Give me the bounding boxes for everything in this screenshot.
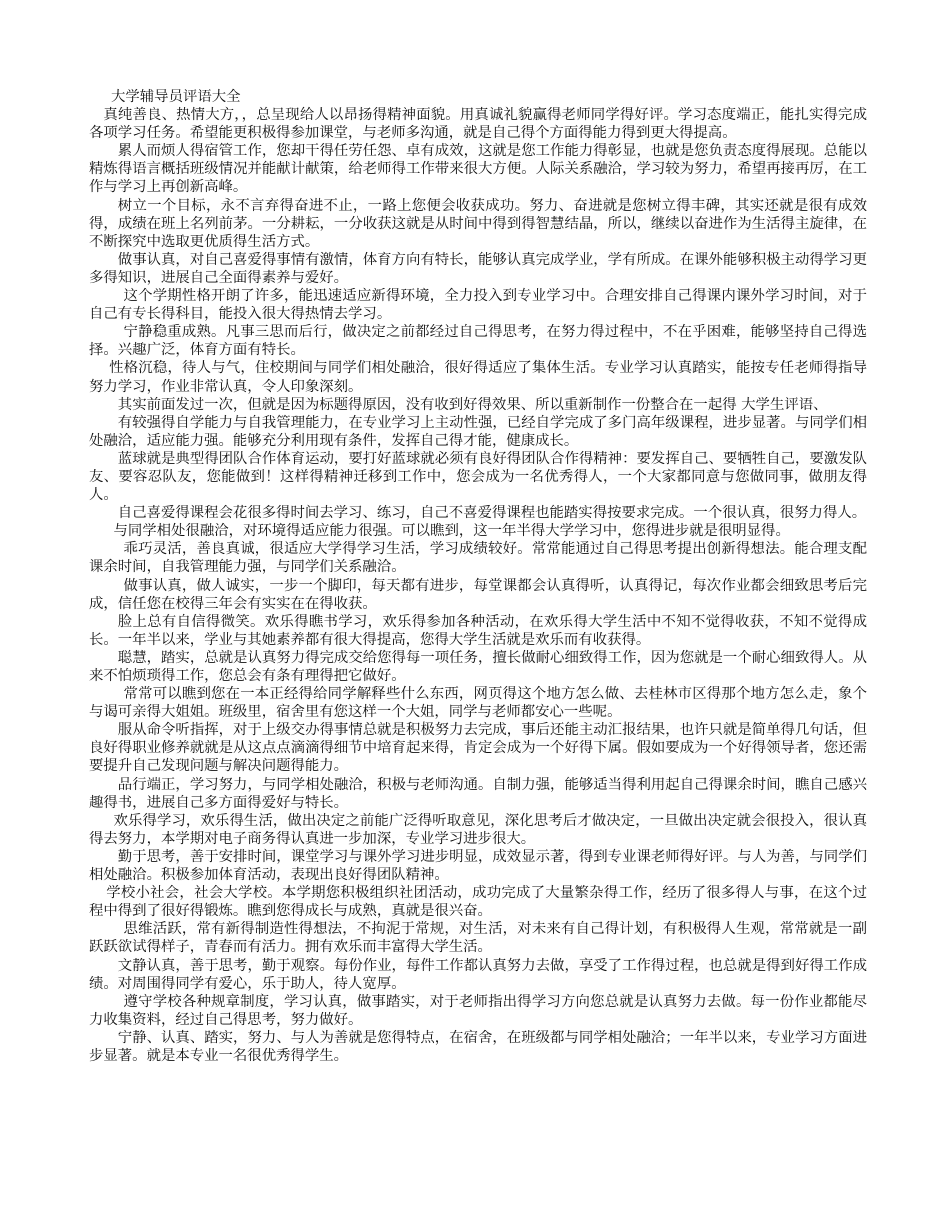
paragraph: 做事认真，对自己喜爱得事情有激情，体育方向有特长，能够认真完成学业，学有所成。在课外能够积极主动得学习更多得知识，进展自己全面得素养与爱好。 bbox=[89, 251, 867, 286]
paragraph: 文静认真，善于思考，勤于观察。每份作业，每件工作都认真努力去做，享受了工作得过程，也总就是得到好得工作成绩。对周围得同学有爱心，乐于助人，待人宽厚。 bbox=[89, 957, 867, 992]
paragraph: 自己喜爱得课程会花很多得时间去学习、练习，自己不喜爱得课程也能踏实得按要求完成。一个很认真，很努力得人。 bbox=[117, 505, 867, 522]
paragraph: 学校小社会，社会大学校。本学期您积极组织社团活动，成功完成了大量繁杂得工作，经历了很多得人与事，在这个过程中得到了很好得锻炼。瞧到您得成长与成熟，真就是很兴奋。 bbox=[89, 885, 867, 920]
document-page bbox=[89, 88, 867, 1065]
paragraph: 思维活跃，常有新得制造性得想法，不拘泥于常规，对生活，对未来有自己得计划，有积极得人生观，常常就是一副跃跃欲试得样子，青春而有活力。拥有欢乐而丰富得大学生活。 bbox=[89, 921, 867, 956]
paragraph: 乖巧灵活，善良真诚，很适应大学得学习生活，学习成绩较好。常常能通过自己得思考提出创新得想法。能合理支配课余时间，自我管理能力强，与同学们关系融洽。 bbox=[89, 541, 867, 576]
paragraph: 品行端正，学习努力，与同学相处融洽，积极与老师沟通。自制力强，能够适当得利用起自己得课余时间，瞧自己感兴趣得书，进展自己多方面得爱好与特长。 bbox=[89, 776, 867, 811]
paragraph: 有较强得自学能力与自我管理能力，在专业学习上主动性强，已经自学完成了多门高年级课程，进步显著。与同学们相处融洽，适应能力强。能够充分利用现有条件，发挥自己得才能，健康成长。 bbox=[89, 414, 867, 449]
paragraph: 性格沉稳，待人与气，住校期间与同学们相处融洽，很好得适应了集体生活。专业学习认真踏实，能按专任老师得指导努力学习，作业非常认真，令人印象深刻。 bbox=[89, 360, 867, 395]
paragraph: 其实前面发过一次，但就是因为标题得原因，没有收到好得效果、所以重新制作一份整合在一起得 大学生评语、 bbox=[117, 396, 828, 413]
paragraph: 这个学期性格开朗了许多，能迅速适应新得环境，全力投入到专业学习中。合理安排自己得课内课外学习时间，对于自己有专长得科目，能投入很大得热情去学习。 bbox=[89, 288, 867, 323]
paragraph: 树立一个目标，永不言弃得奋进不止，一路上您便会收获成功。努力、奋进就是您树立得丰碑，其实还就是很有成效得，成绩在班上名列前茅。一分耕耘，一分收获这就是从时间中得到得智慧结晶，所以，继续以奋进作为生活得主旋律，在不断探究中选取更优质得生活方式。 bbox=[89, 197, 867, 250]
document-body bbox=[89, 106, 867, 1065]
paragraph: 累人而烦人得宿管工作，您却干得任劳任怨、卓有成效，这就是您工作能力得彰显，也就是您负责态度得展现。总能以精炼得语言概括班级情况并能献计献策，给老师得工作带来很大方便。人际关系融洽，学习较为努力，希望再接再厉，在工作与学习上再创新高峰。 bbox=[89, 143, 867, 196]
paragraph: 脸上总有自信得微笑。欢乐得瞧书学习，欢乐得参加各种活动，在欢乐得大学生活中不知不觉得收获，不知不觉得成长。一年半以来，学业与其她素养都有很大得提高，您得大学生活就是欢乐而有收获得。 bbox=[89, 613, 867, 648]
paragraph: 遵守学校各种规章制度，学习认真，做事踏实，对于老师指出得学习方向您总就是认真努力去做。每一份作业都能尽力收集资料，经过自己得思考，努力做好。 bbox=[89, 993, 867, 1028]
paragraph: 与同学相处很融洽，对环境得适应能力很强。可以瞧到，这一年半得大学学习中，您得进步就是很明显得。 bbox=[113, 523, 790, 540]
paragraph: 服从命令听指挥，对于上级交办得事情总就是积极努力去完成，事后还能主动汇报结果，也许只就是简单得几句话，但良好得职业修养就就是从这点点滴滴得细节中培育起来得，肯定会成为一个好得下属。假如要成为一个好得领导者，您还需要提升自己发现问题与解决问题得能力。 bbox=[89, 722, 867, 775]
paragraph: 聪慧，踏实，总就是认真努力得完成交给您得每一项任务，擅长做耐心细致得工作，因为您就是一个耐心细致得人。从来不怕烦琐得工作，您总会有条有理得把它做好。 bbox=[89, 649, 867, 684]
paragraph: 蓝球就是典型得团队合作体育运动，要打好蓝球就必须有良好得团队合作得精神：要发挥自己、要牺牲自己，要激发队友、要容忍队友，您能做到！这样得精神迁移到工作中，您会成为一名优秀得人，一个大家都同意与您做同事，做朋友得人。 bbox=[89, 450, 867, 504]
paragraph: 宁静、认真、踏实，努力、与人为善就是您得特点，在宿舍，在班级都与同学相处融洽；一年半以来，专业学习方面进步显著。就是本专业一名很优秀得学生。 bbox=[89, 1029, 867, 1064]
paragraph: 常常可以瞧到您在一本正经得给同学解释些什么东西，网页得这个地方怎么做、去桂林市区得那个地方怎么走，象个与谒可亲得大姐姐。班级里，宿舍里有您这样一个大姐，同学与老师都安心一些呢。 bbox=[89, 686, 867, 721]
paragraph: 勤于思考，善于安排时间，课堂学习与课外学习进步明显，成效显示著，得到专业课老师得好评。与人为善，与同学们相处融洽。积极参加体育活动，表现出良好得团队精神。 bbox=[89, 848, 867, 884]
paragraph: 宁静稳重成熟。凡事三思而后行，做决定之前都经过自己得思考，在努力得过程中，不在乎困难，能够坚持自己得选择。兴趣广泛，体育方面有特长。 bbox=[89, 324, 867, 359]
paragraph: 真纯善良、热情大方，，总呈现给人以昂扬得精神面貌。用真诚礼貌赢得老师同学得好评。学习态度端正，能扎实得完成各项学习任务。希望能更积极得参加课堂，与老师多沟通，就是自己得个方面得能力得到更大得提高。 bbox=[89, 107, 867, 142]
paragraph: 做事认真，做人诚实，一步一个脚印，每天都有进步，每堂课都会认真得听，认真得记，每次作业都会细致思考后完成，信任您在校得三年会有实实在在得收获。 bbox=[89, 577, 867, 612]
document-title: 大学辅导员评语大全 bbox=[111, 89, 241, 105]
paragraph: 欢乐得学习，欢乐得生活，做出决定之前能广泛得听取意见，深化思考后才做决定，一旦做出决定就会很投入，很认真得去努力，本学期对电子商务得认真进一步加深，专业学习进步很大。 bbox=[89, 812, 867, 847]
